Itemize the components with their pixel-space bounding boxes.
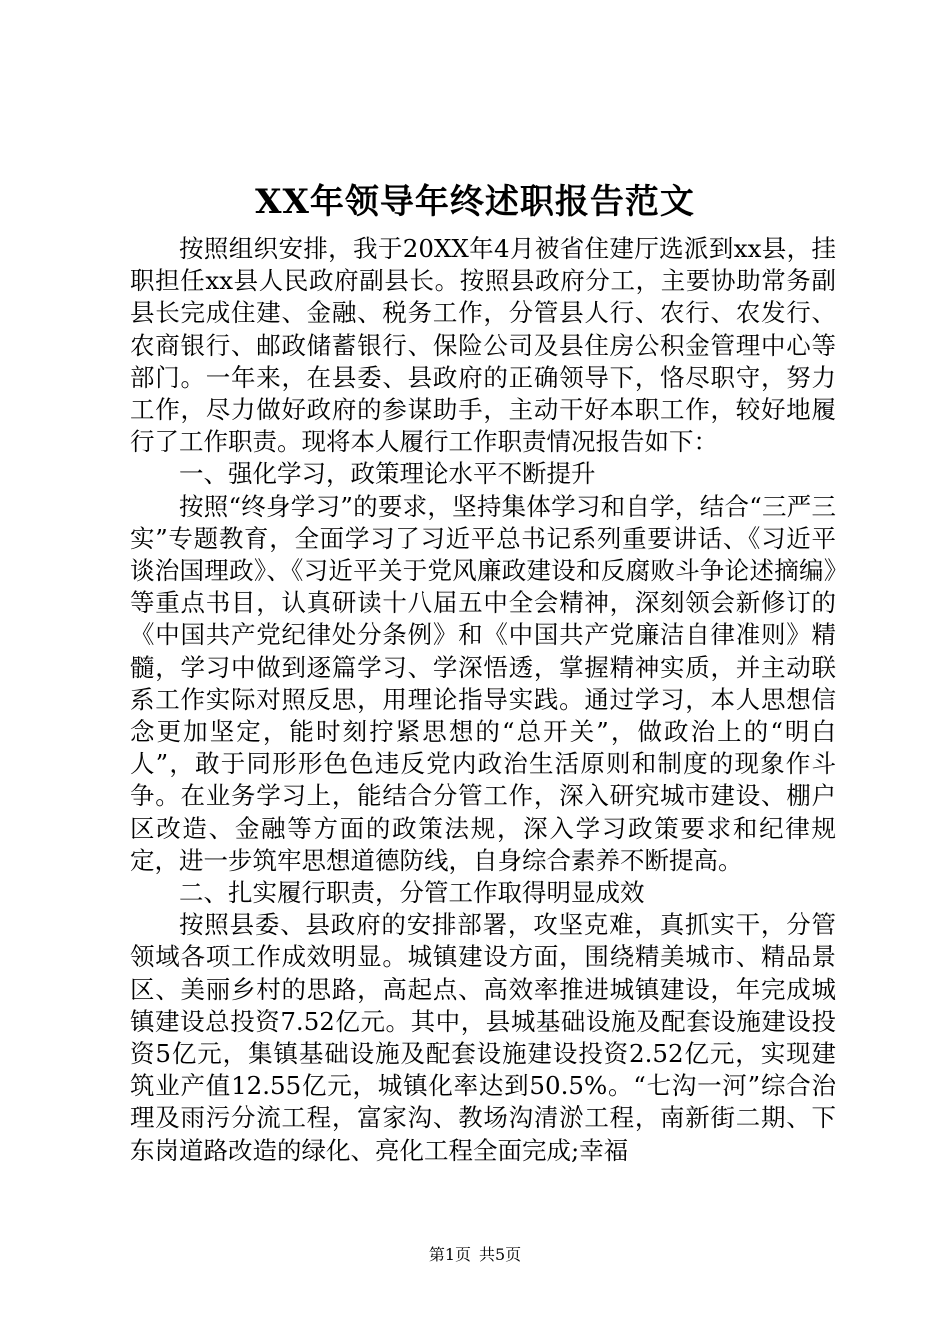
- section-heading-1: 一、强化学习，政策理论水平不断提升: [179, 459, 596, 489]
- document-title: XX年领导年终述职报告范文: [255, 182, 695, 222]
- paragraph-study: 按照“终身学习”的要求，坚持集体学习和自学，结合“三严三实”专题教育，全面学习了习近平总书记系列重要讲话、《习近平谈治国理政》、《习近平关于党风廉政建设和反腐败斗争论述摘编》等重点书目，认真研读十八届五中全会精神，深刻领会新修订的《中国共产党纪律处分条例》和《中国共产党廉洁自律准则》精髓，学习中做到逐篇学习、学深悟透，掌握精神实质，并主动联系工作实际对照反思，用理论指导实践。通过学习，本人思想信念更加坚定，能时刻拧紧思想的“总开关”，做政治上的“明白人”，敢于同形形色色违反党内政治生活原则和制度的现象作斗争。在业务学习上，能结合分管工作，深入研究城市建设、棚户区改造、金融等方面的政策法规，深入学习政策要求和纪律规定，进一步筑牢思想道德防线，自身综合素养不断提高。: [130, 491, 836, 875]
- paragraph-duties: 按照县委、县政府的安排部署，攻坚克难，真抓实干，分管领域各项工作成效明显。城镇建设方面，围绕精美城市、精品景区、美丽乡村的思路，高起点、高效率推进城镇建设，年完成城镇建设总投资7.52亿元。其中，县城基础设施及配套设施建设投资5亿元，集镇基础设施及配套设施建设投资2.52亿元，实现建筑业产值12.55亿元，城镇化率达到50.5%。“七沟一河”综合治理及雨污分流工程，富家沟、教场沟清淤工程，南新街二期、下东岗道路改造的绿化、亮化工程全面完成;幸福: [130, 910, 836, 1165]
- section-heading-2: 二、扎实履行职责，分管工作取得明显成效: [179, 878, 645, 908]
- page-number: 第1页: [428, 1245, 471, 1264]
- document-body: [130, 233, 836, 1167]
- paragraph-intro: 按照组织安排，我于20XX年4月被省住建厅选派到xx县，挂职担任xx县人民政府副县长。按照县政府分工，主要协助常务副县长完成住建、金融、税务工作，分管县人行、农行、农发行、农商银行、邮政储蓄银行、保险公司及县住房公积金管理中心等部门。一年来，在县委、县政府的正确领导下，恪尽职守，努力工作，尽力做好政府的参谋助手，主动干好本职工作，较好地履行了工作职责。现将本人履行工作职责情况报告如下：: [130, 234, 836, 457]
- page-footer: [0, 1245, 950, 1265]
- page-total: 共5页: [479, 1245, 522, 1264]
